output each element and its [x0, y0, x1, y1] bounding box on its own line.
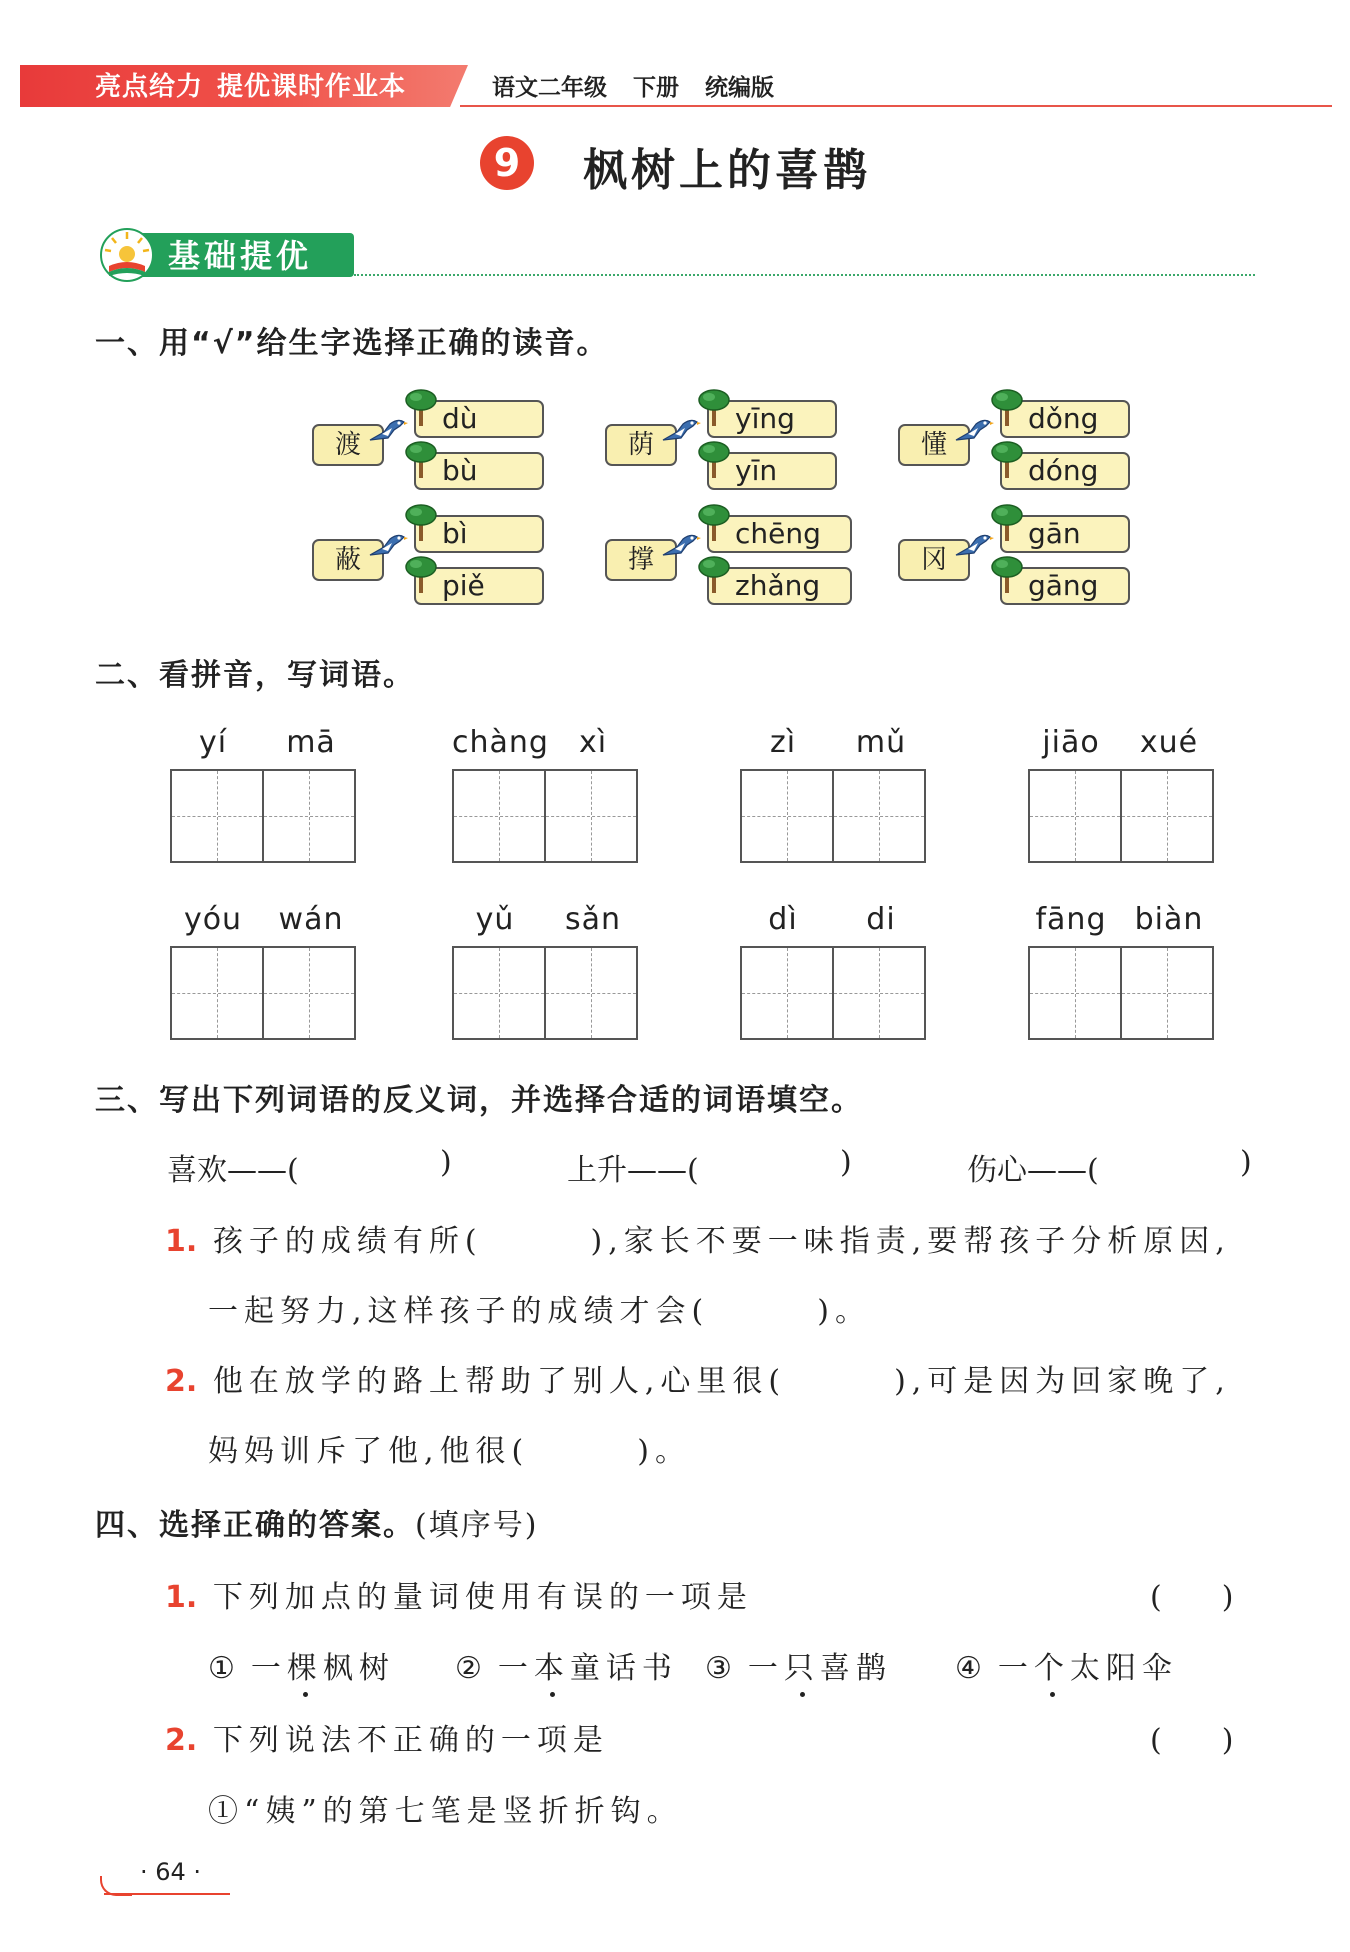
pinyin-option[interactable]: gāng	[1000, 567, 1130, 605]
footer-rule	[104, 1893, 230, 1895]
lesson-number-badge: 9	[480, 136, 534, 190]
option-pre: 一	[250, 1651, 287, 1686]
option-noun: 太阳伞	[1069, 1651, 1178, 1686]
tree-icon	[404, 503, 438, 543]
header-edition: 统编版	[705, 75, 774, 101]
tianzige-cell[interactable]	[546, 948, 636, 1038]
option-measure-word: 本	[534, 1643, 570, 1687]
tree-icon	[404, 555, 438, 595]
magpie-icon	[661, 529, 701, 563]
pinyin-group	[312, 400, 612, 510]
antonym-2: 上升——(	[567, 1153, 699, 1188]
header-book-info	[492, 70, 800, 106]
pinyin-syllable: xué	[1139, 725, 1199, 760]
pinyin-syllable: yí	[198, 725, 228, 760]
pinyin-label	[170, 902, 356, 942]
q4-item1-text: 下列加点的量词使用有误的一项是	[212, 1580, 753, 1615]
q4-title-row	[95, 1500, 538, 1544]
section-title: 基础提优	[168, 237, 313, 275]
pinyin-word-box	[170, 725, 356, 865]
pinyin-group-char: 冈	[898, 539, 970, 581]
pinyin-label	[1028, 902, 1214, 942]
header-volume: 下册	[633, 75, 679, 101]
q3-item1-number: 1.	[165, 1224, 198, 1259]
q4-item1-number: 1.	[165, 1580, 198, 1615]
pinyin-word-box	[740, 725, 926, 865]
pinyin-option[interactable]: chēng	[707, 515, 852, 553]
pinyin-syllable: fāng	[1035, 902, 1107, 937]
q2-title: 二、看拼音，写词语。	[95, 658, 415, 693]
tianzige-cell[interactable]	[454, 771, 546, 861]
tree-icon	[990, 503, 1024, 543]
pinyin-group-char: 荫	[605, 424, 677, 466]
pinyin-label	[740, 725, 926, 765]
tree-icon	[404, 440, 438, 480]
header-rule	[460, 105, 1332, 107]
tianzige-grid	[170, 946, 356, 1040]
pinyin-word-box	[1028, 902, 1214, 1042]
antonym-2-close: )	[840, 1145, 852, 1180]
tree-icon	[990, 555, 1024, 595]
tianzige-cell[interactable]	[264, 948, 354, 1038]
pinyin-word-box	[740, 902, 926, 1042]
q3-item2-text1: 他在放学的路上帮助了别人,心里很( ),可是因为回家晚了,	[212, 1364, 1231, 1399]
q3-item1-text1: 孩子的成绩有所( ),家长不要一味指责,要帮孩子分析原因,	[212, 1224, 1231, 1259]
pinyin-syllable: zì	[769, 725, 797, 760]
q4-item1	[165, 1572, 753, 1616]
q4-note: (填序号)	[415, 1508, 539, 1543]
pinyin-option[interactable]: bù	[414, 452, 544, 490]
option-noun: 童话书	[569, 1651, 678, 1686]
tianzige-cell[interactable]	[1122, 948, 1212, 1038]
magpie-icon	[661, 414, 701, 448]
tree-icon	[990, 388, 1024, 428]
pinyin-option[interactable]: piě	[414, 567, 544, 605]
option-measure-word: 只	[784, 1643, 820, 1687]
header-brand: 亮点给力	[95, 72, 204, 102]
pinyin-syllable: biàn	[1134, 902, 1204, 937]
tianzige-grid	[452, 769, 638, 863]
pinyin-option[interactable]: yīng	[707, 400, 837, 438]
pinyin-label	[452, 725, 638, 765]
q3-title: 三、写出下列词语的反义词，并选择合适的词语填空。	[95, 1083, 863, 1118]
option-measure-word: 个	[1034, 1643, 1070, 1687]
option-noun: 喜鹊	[819, 1651, 892, 1686]
pinyin-option[interactable]: dǒng	[1000, 400, 1130, 438]
option-pre: 一	[747, 1651, 784, 1686]
q4-item2-answer: ( )	[1150, 1723, 1234, 1758]
pinyin-syllable: xì	[578, 725, 608, 760]
tianzige-cell[interactable]	[742, 771, 834, 861]
pinyin-syllable: dì	[768, 902, 798, 937]
pinyin-group	[605, 515, 905, 625]
option-mark: ④	[955, 1651, 988, 1686]
option-mark: ②	[455, 1651, 488, 1686]
option-mark: ③	[705, 1651, 738, 1686]
q3-item2-line2: 妈妈训斥了他,他很( )。	[208, 1434, 691, 1469]
pinyin-word-box	[1028, 725, 1214, 865]
pinyin-syllable: chàng	[452, 725, 549, 760]
tianzige-grid	[452, 946, 638, 1040]
tree-icon	[697, 555, 731, 595]
page-number: · 64 ·	[140, 1858, 202, 1886]
pinyin-word-box	[452, 725, 638, 865]
tianzige-grid	[1028, 946, 1214, 1040]
option-noun: 枫树	[322, 1651, 395, 1686]
header-series: 提优课时作业本	[217, 72, 407, 102]
option-mark: ①	[208, 1651, 241, 1686]
pinyin-group	[312, 515, 612, 625]
tianzige-cell[interactable]	[172, 948, 264, 1038]
pinyin-option[interactable]: bì	[414, 515, 544, 553]
magpie-icon	[954, 529, 994, 563]
tianzige-grid	[170, 769, 356, 863]
tianzige-cell[interactable]	[834, 948, 924, 1038]
magpie-icon	[954, 414, 994, 448]
pinyin-group-char: 蔽	[312, 539, 384, 581]
tianzige-cell[interactable]	[1030, 948, 1122, 1038]
pinyin-syllable: di	[866, 902, 896, 937]
tianzige-cell[interactable]	[834, 771, 924, 861]
q3-item2-line1	[165, 1356, 1231, 1400]
q4-option	[455, 1643, 678, 1687]
magpie-icon	[368, 414, 408, 448]
pinyin-group	[898, 400, 1198, 510]
tianzige-grid	[740, 946, 926, 1040]
pinyin-group	[898, 515, 1198, 625]
pinyin-label	[452, 902, 638, 942]
pinyin-group-char: 撑	[605, 539, 677, 581]
tianzige-cell[interactable]	[1030, 771, 1122, 861]
tree-icon	[990, 440, 1024, 480]
pinyin-syllable: sǎn	[564, 902, 622, 937]
pinyin-word-box	[452, 902, 638, 1042]
tianzige-cell[interactable]	[742, 948, 834, 1038]
pinyin-group-char: 懂	[898, 424, 970, 466]
pinyin-label	[170, 725, 356, 765]
q4-option	[955, 1643, 1178, 1687]
tree-icon	[697, 503, 731, 543]
antonym-3-close: )	[1240, 1145, 1252, 1180]
tianzige-cell[interactable]	[264, 771, 354, 861]
header-series-title	[95, 68, 420, 106]
q4-item2-text: 下列说法不正确的一项是	[212, 1723, 609, 1758]
tree-icon	[697, 440, 731, 480]
tree-icon	[404, 388, 438, 428]
pinyin-label	[740, 902, 926, 942]
tianzige-cell[interactable]	[1122, 771, 1212, 861]
q3-item2-number: 2.	[165, 1364, 198, 1399]
antonym-3: 伤心——(	[967, 1153, 1099, 1188]
pinyin-group	[605, 400, 905, 510]
pinyin-option[interactable]: zhǎng	[707, 567, 852, 605]
q4-item2-option1: ①“姨”的第七笔是竖折折钩。	[208, 1794, 683, 1829]
antonym-1-close: )	[440, 1145, 452, 1180]
tianzige-cell[interactable]	[172, 771, 264, 861]
option-measure-word: 棵	[287, 1643, 323, 1687]
pinyin-group-char: 渡	[312, 424, 384, 466]
antonym-1: 喜欢——(	[167, 1153, 299, 1188]
q3-item1-line1	[165, 1216, 1231, 1260]
tianzige-grid	[1028, 769, 1214, 863]
header-subject: 语文二年级	[492, 75, 607, 101]
pinyin-syllable: mǔ	[855, 725, 907, 760]
magpie-icon	[368, 529, 408, 563]
pinyin-label	[1028, 725, 1214, 765]
q4-option	[208, 1643, 395, 1687]
pinyin-syllable: yóu	[183, 902, 243, 937]
q4-item2	[165, 1715, 609, 1759]
pinyin-option[interactable]: yīn	[707, 452, 837, 490]
q4-item1-answer: ( )	[1150, 1580, 1234, 1615]
pinyin-syllable: yǔ	[475, 902, 515, 937]
tree-icon	[697, 388, 731, 428]
pinyin-syllable: mā	[286, 725, 336, 760]
pinyin-word-box	[170, 902, 356, 1042]
book-sun-icon	[100, 228, 154, 282]
section-dotted-rule	[354, 274, 1255, 276]
pinyin-syllable: wán	[278, 902, 344, 937]
tianzige-cell[interactable]	[454, 948, 546, 1038]
q4-option	[705, 1643, 892, 1687]
option-pre: 一	[497, 1651, 534, 1686]
tianzige-cell[interactable]	[546, 771, 636, 861]
q4-item2-number: 2.	[165, 1723, 198, 1758]
lesson-title: 枫树上的喜鹊	[583, 145, 871, 196]
pinyin-syllable: jiāo	[1042, 725, 1100, 760]
q4-title: 四、选择正确的答案。	[95, 1508, 415, 1543]
pinyin-option[interactable]: gān	[1000, 515, 1130, 553]
tianzige-grid	[740, 769, 926, 863]
option-pre: 一	[997, 1651, 1034, 1686]
q3-item1-line2: 一起努力,这样孩子的成绩才会( )。	[208, 1294, 871, 1329]
q1-title: 一、用“√”给生字选择正确的读音。	[95, 326, 609, 361]
pinyin-option[interactable]: dù	[414, 400, 544, 438]
pinyin-option[interactable]: dóng	[1000, 452, 1130, 490]
